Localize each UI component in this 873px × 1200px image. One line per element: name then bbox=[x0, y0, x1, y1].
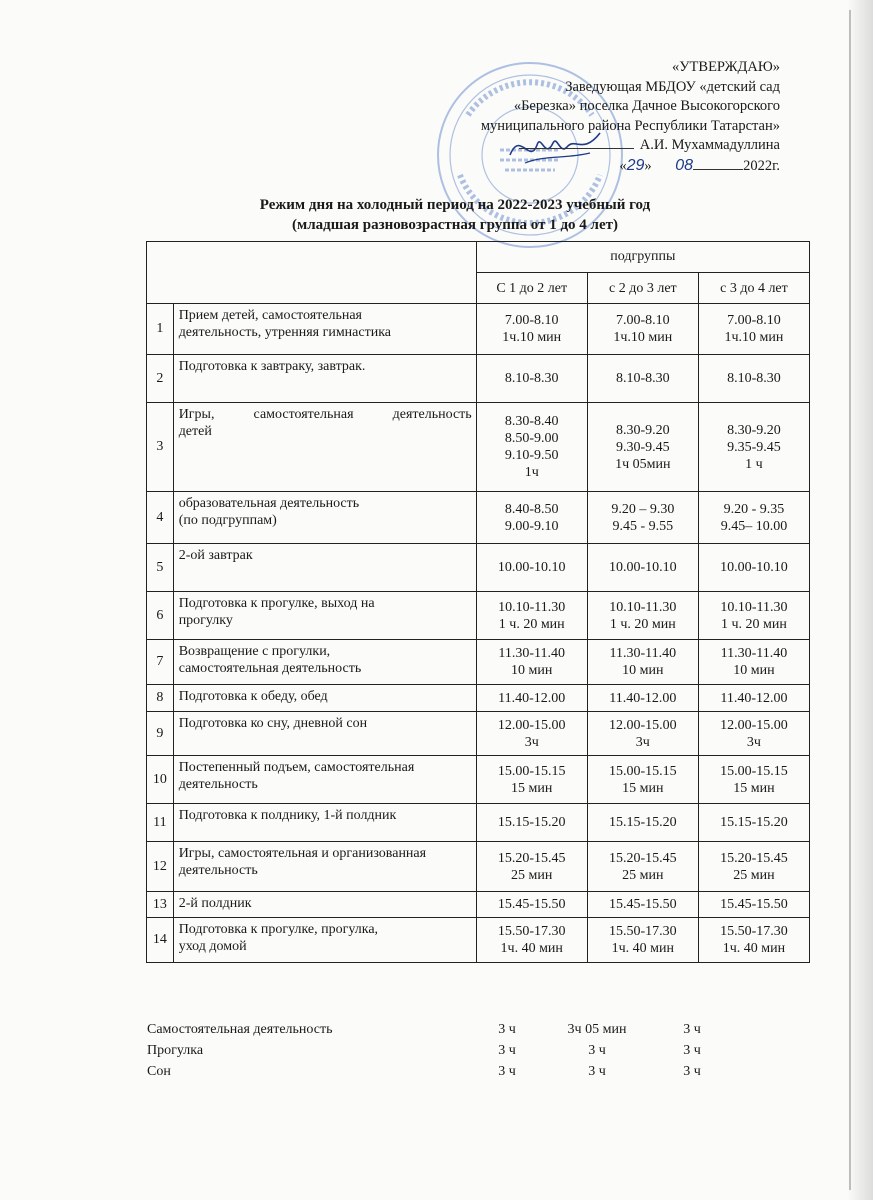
summary-label: Сон bbox=[147, 1064, 171, 1079]
title-line-1: Режим дня на холодный период на 2022-2023 учебный год bbox=[259, 197, 651, 213]
time-line: 15.20-15.45 bbox=[720, 850, 788, 866]
summary-block bbox=[147, 1022, 797, 1085]
time-line: 9.20 – 9.30 bbox=[611, 501, 675, 517]
document-title bbox=[180, 195, 730, 235]
time-line: 10.10-11.30 bbox=[609, 599, 677, 615]
activity-line: Возвращение с прогулки, bbox=[178, 644, 331, 659]
row-number: 7 bbox=[147, 640, 174, 685]
summary-row bbox=[147, 1043, 797, 1064]
time-cell bbox=[587, 892, 698, 918]
summary-label: Прогулка bbox=[147, 1043, 204, 1058]
activity-line: Подготовка к прогулке, прогулка, bbox=[178, 922, 379, 937]
approval-head-line bbox=[440, 136, 780, 156]
activity-line: Игры, самостоятельная деятельность bbox=[178, 407, 472, 422]
time-line: 10.10-11.30 bbox=[720, 599, 788, 615]
activity-cell bbox=[173, 892, 476, 918]
time-line: 15.15-15.20 bbox=[720, 815, 788, 830]
time-cell bbox=[698, 918, 809, 963]
time-line: 15 мин bbox=[511, 780, 553, 796]
time-line: 15.45-15.50 bbox=[720, 897, 788, 912]
activity-cell bbox=[173, 804, 476, 842]
time-cell bbox=[698, 592, 809, 640]
time-line: 1ч 05мин bbox=[615, 456, 671, 472]
table-row bbox=[147, 756, 810, 804]
time-line: 15.20-15.45 bbox=[608, 850, 677, 866]
approval-heading: «УТВЕРЖДАЮ» bbox=[672, 59, 780, 75]
time-cell bbox=[476, 492, 587, 544]
time-cell bbox=[476, 804, 587, 842]
time-line: 10 мин bbox=[622, 663, 664, 678]
time-line: 8.30-8.40 bbox=[504, 414, 559, 429]
time-cell bbox=[476, 918, 587, 963]
time-line: 9.30-9.45 bbox=[615, 439, 670, 455]
summary-value: 3 ч bbox=[588, 1064, 606, 1079]
time-line: 10.00-10.10 bbox=[497, 560, 566, 575]
time-cell bbox=[587, 804, 698, 842]
time-line: 11.30-11.40 bbox=[720, 646, 788, 661]
time-line: 1ч.10 мин bbox=[724, 330, 784, 345]
time-cell bbox=[587, 592, 698, 640]
time-line: 9.00-9.10 bbox=[504, 518, 559, 534]
time-line: 8.30-9.20 bbox=[727, 422, 781, 438]
row-number: 6 bbox=[147, 592, 174, 640]
time-cell bbox=[698, 756, 809, 804]
table-row bbox=[147, 842, 810, 892]
table-row bbox=[147, 685, 810, 712]
row-number: 13 bbox=[147, 892, 174, 918]
time-cell bbox=[587, 918, 698, 963]
column-header: с 2 до 3 лет bbox=[587, 273, 698, 304]
time-line: 11.30-11.40 bbox=[498, 646, 566, 661]
table-row bbox=[147, 640, 810, 685]
time-cell bbox=[698, 712, 809, 756]
activity-line: деятельность bbox=[178, 777, 258, 792]
table-row bbox=[147, 492, 810, 544]
time-line: 11.40-12.00 bbox=[609, 690, 677, 706]
row-number: 11 bbox=[147, 804, 174, 842]
time-line: 9.45– 10.00 bbox=[720, 518, 788, 534]
activity-line: Игры, самостоятельная и организованная bbox=[178, 846, 427, 861]
time-line: 9.10-9.50 bbox=[504, 448, 559, 463]
time-line: 15 мин bbox=[733, 780, 775, 796]
row-number: 14 bbox=[147, 918, 174, 963]
activity-line: детей bbox=[178, 424, 212, 439]
summary-row bbox=[147, 1022, 797, 1043]
activity-line: Подготовка к обеду, обед bbox=[178, 689, 328, 704]
activity-line: образовательная деятельность bbox=[178, 496, 360, 511]
activity-line: Подготовка ко сну, дневной сон bbox=[178, 716, 368, 731]
date-year: 2022г. bbox=[743, 157, 780, 174]
time-line: 7.00-8.10 bbox=[615, 313, 670, 328]
row-number: 9 bbox=[147, 712, 174, 756]
time-cell bbox=[587, 304, 698, 355]
date-open-quote: « bbox=[619, 157, 627, 174]
title-line-2: (младшая разновозрастная группа от 1 до 4 лет) bbox=[292, 217, 618, 233]
time-line: 11.40-12.00 bbox=[498, 690, 566, 706]
time-cell bbox=[698, 304, 809, 355]
time-cell bbox=[587, 492, 698, 544]
time-line: 7.00-8.10 bbox=[727, 313, 781, 328]
approval-block bbox=[440, 58, 780, 176]
date-month: 08 bbox=[675, 156, 694, 174]
time-cell bbox=[587, 756, 698, 804]
approval-district: муниципального района Республики Татарстан» bbox=[480, 117, 780, 134]
time-line: 3ч bbox=[524, 734, 539, 750]
time-line: 10.00-10.10 bbox=[720, 560, 788, 575]
activity-line: Прием детей, самостоятельная bbox=[178, 308, 362, 323]
summary-value: 3 ч bbox=[498, 1064, 516, 1079]
activity-line: Постепенный подъем, самостоятельная bbox=[178, 760, 415, 775]
time-line: 15.00-15.15 bbox=[720, 763, 788, 779]
time-cell bbox=[698, 640, 809, 685]
row-number: 8 bbox=[147, 685, 174, 712]
table-row bbox=[147, 804, 810, 842]
summary-row bbox=[147, 1064, 797, 1085]
time-cell bbox=[698, 804, 809, 842]
time-cell bbox=[476, 756, 587, 804]
time-line: 7.00-8.10 bbox=[504, 313, 559, 328]
time-cell bbox=[698, 842, 809, 892]
time-line: 1ч. 40 мин bbox=[500, 941, 563, 956]
row-number: 1 bbox=[147, 304, 174, 355]
activity-cell bbox=[173, 492, 476, 544]
table-row bbox=[147, 544, 810, 592]
activity-cell bbox=[173, 403, 476, 492]
time-line: 11.40-12.00 bbox=[720, 690, 788, 706]
time-line: 11.30-11.40 bbox=[609, 646, 677, 661]
activity-cell bbox=[173, 544, 476, 592]
date-day: 29 bbox=[626, 156, 645, 174]
time-line: 9.45 - 9.55 bbox=[612, 518, 674, 534]
activity-line: Подготовка к прогулке, выход на bbox=[178, 596, 375, 611]
time-line: 10.10-11.30 bbox=[498, 599, 566, 615]
time-line: 15.50-17.30 bbox=[497, 924, 566, 939]
time-line: 10 мин bbox=[733, 663, 775, 678]
subgroups-header: подгруппы bbox=[476, 242, 809, 273]
time-cell bbox=[698, 355, 809, 403]
time-cell bbox=[587, 685, 698, 712]
activity-line: (по подгруппам) bbox=[178, 513, 277, 528]
approval-date bbox=[440, 156, 780, 177]
time-line: 3ч bbox=[635, 734, 650, 750]
time-line: 1ч.10 мин bbox=[502, 330, 562, 345]
time-cell bbox=[587, 712, 698, 756]
time-line: 12.00-15.00 bbox=[720, 717, 788, 733]
time-line: 8.30-9.20 bbox=[615, 422, 670, 438]
approval-org: «Березка» поселка Дачное Высокогорского bbox=[513, 98, 780, 114]
time-line: 8.40-8.50 bbox=[504, 501, 559, 517]
row-number: 3 bbox=[147, 403, 174, 492]
time-cell bbox=[476, 544, 587, 592]
table-row bbox=[147, 403, 810, 492]
time-line: 25 мин bbox=[511, 867, 553, 883]
time-cell bbox=[698, 685, 809, 712]
row-number: 12 bbox=[147, 842, 174, 892]
time-cell bbox=[476, 892, 587, 918]
table-row bbox=[147, 892, 810, 918]
summary-value: 3ч 05 мин bbox=[567, 1022, 627, 1037]
activity-cell bbox=[173, 918, 476, 963]
signature-line bbox=[519, 136, 634, 149]
activity-line: уход домой bbox=[178, 939, 247, 954]
column-header: С 1 до 2 лет bbox=[476, 273, 587, 304]
summary-value: 3 ч bbox=[683, 1022, 701, 1037]
time-line: 8.10-8.30 bbox=[615, 371, 670, 386]
activity-cell bbox=[173, 304, 476, 355]
time-line: 15.45-15.50 bbox=[497, 897, 566, 912]
time-line: 8.10-8.30 bbox=[504, 371, 559, 386]
activity-line: Подготовка к завтраку, завтрак. bbox=[178, 359, 366, 374]
time-cell bbox=[698, 403, 809, 492]
time-line: 8.10-8.30 bbox=[727, 371, 781, 386]
time-line: 15.20-15.45 bbox=[497, 850, 566, 866]
row-number: 2 bbox=[147, 355, 174, 403]
time-cell bbox=[587, 842, 698, 892]
row-number: 4 bbox=[147, 492, 174, 544]
time-cell bbox=[476, 712, 587, 756]
row-number: 5 bbox=[147, 544, 174, 592]
time-cell bbox=[587, 544, 698, 592]
time-line: 10 мин bbox=[511, 663, 553, 678]
time-cell bbox=[476, 304, 587, 355]
time-line: 12.00-15.00 bbox=[608, 717, 677, 733]
approval-position: Заведующая МБДОУ «детский сад bbox=[565, 78, 780, 95]
summary-value: 3 ч bbox=[683, 1064, 701, 1079]
time-line: 25 мин bbox=[733, 867, 775, 883]
column-header: с 3 до 4 лет bbox=[698, 273, 809, 304]
activity-cell bbox=[173, 640, 476, 685]
time-cell bbox=[587, 403, 698, 492]
row-number: 10 bbox=[147, 756, 174, 804]
time-line: 15.50-17.30 bbox=[608, 924, 677, 939]
time-line: 1 ч. 20 мин bbox=[609, 616, 676, 632]
activity-cell bbox=[173, 842, 476, 892]
activity-cell bbox=[173, 712, 476, 756]
header-empty-cell bbox=[147, 242, 477, 304]
time-line: 3ч bbox=[746, 734, 761, 750]
time-line: 12.00-15.00 bbox=[497, 717, 566, 733]
time-line: 10.00-10.10 bbox=[608, 560, 677, 575]
time-cell bbox=[476, 640, 587, 685]
time-line: 1ч. 40 мин bbox=[722, 941, 786, 956]
time-line: 9.35-9.45 bbox=[727, 439, 781, 455]
activity-cell bbox=[173, 685, 476, 712]
activity-line: 2-й полдник bbox=[178, 896, 252, 911]
time-cell bbox=[476, 403, 587, 492]
time-cell bbox=[698, 544, 809, 592]
summary-value: 3 ч bbox=[683, 1043, 701, 1058]
time-line: 15.00-15.15 bbox=[608, 763, 677, 779]
time-line: 1 ч. 20 мин bbox=[721, 616, 787, 632]
activity-cell bbox=[173, 355, 476, 403]
time-cell bbox=[476, 842, 587, 892]
table-row bbox=[147, 304, 810, 355]
activity-line: 2-ой завтрак bbox=[178, 548, 253, 563]
time-line: 15.50-17.30 bbox=[720, 924, 788, 939]
summary-value: 3 ч bbox=[498, 1043, 516, 1058]
time-line: 15.45-15.50 bbox=[608, 897, 677, 912]
time-line: 9.20 - 9.35 bbox=[723, 501, 785, 517]
time-line: 1ч bbox=[524, 465, 539, 480]
summary-value: 3 ч bbox=[498, 1022, 516, 1037]
time-line: 15.15-15.20 bbox=[497, 815, 566, 830]
table-row bbox=[147, 355, 810, 403]
table-row bbox=[147, 592, 810, 640]
activity-cell bbox=[173, 756, 476, 804]
time-line: 8.50-9.00 bbox=[504, 431, 559, 446]
time-line: 1ч. 40 мин bbox=[611, 941, 675, 956]
time-cell bbox=[476, 355, 587, 403]
activity-cell bbox=[173, 592, 476, 640]
summary-label: Самостоятельная деятельность bbox=[147, 1022, 333, 1037]
activity-line: Подготовка к полднику, 1-й полдник bbox=[178, 808, 397, 823]
time-cell bbox=[698, 492, 809, 544]
time-cell bbox=[587, 640, 698, 685]
time-cell bbox=[476, 685, 587, 712]
time-cell bbox=[698, 892, 809, 918]
time-cell bbox=[587, 355, 698, 403]
table-row bbox=[147, 918, 810, 963]
time-line: 1ч.10 мин bbox=[613, 330, 673, 345]
time-line: 15.00-15.15 bbox=[497, 763, 566, 779]
scan-edge-line bbox=[849, 10, 851, 1190]
time-cell bbox=[476, 592, 587, 640]
table-header-row bbox=[147, 242, 810, 273]
table-row bbox=[147, 712, 810, 756]
activity-line: деятельность, утренняя гимнастика bbox=[178, 325, 392, 340]
head-name: А.И. Мухаммадуллина bbox=[639, 137, 780, 153]
time-line: 1 ч. 20 мин bbox=[498, 616, 565, 632]
activity-line: прогулку bbox=[178, 613, 233, 628]
time-line: 1 ч bbox=[745, 456, 763, 472]
schedule-table bbox=[146, 241, 810, 963]
date-close-quote: » bbox=[644, 157, 652, 174]
time-line: 25 мин bbox=[622, 867, 664, 883]
activity-line: самостоятельная деятельность bbox=[178, 661, 362, 676]
activity-line: деятельность bbox=[178, 863, 258, 878]
time-line: 15 мин bbox=[622, 780, 664, 796]
time-line: 15.15-15.20 bbox=[608, 815, 677, 830]
summary-value: 3 ч bbox=[588, 1043, 606, 1058]
